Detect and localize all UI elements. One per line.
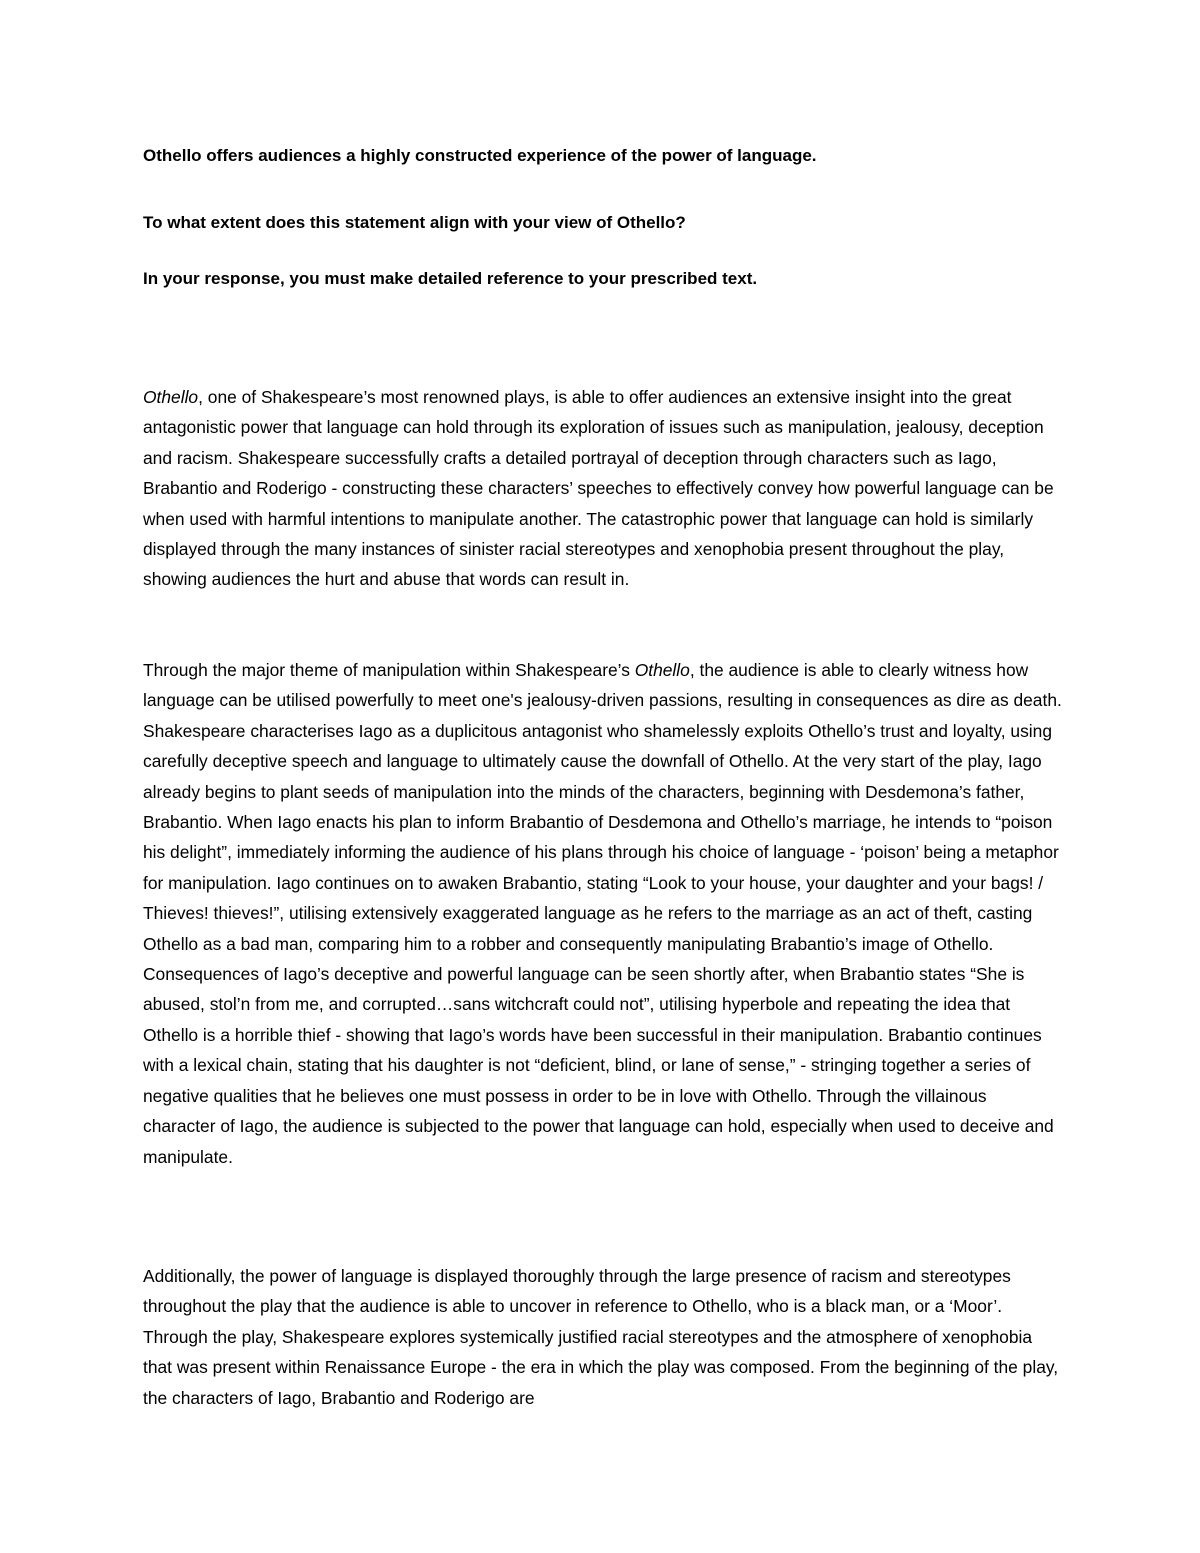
play-title-italic: Othello [143,387,199,407]
essay-paragraph-manipulation [143,655,1063,1172]
essay-paragraph-introduction [143,382,1063,595]
paragraph-text-before: Through the major theme of manipulation within Shakespeare’s [143,660,635,680]
paragraph-text-after: , the audience is able to clearly witness how language can be utilised powerfully to meet one's jealousy-driven passions, resulting in consequences as dire as death. Shakespeare characterises Iago as a duplicitous antagonist who shamelessly exploits Othello’s trust and loyalty, using carefully deceptive speech and language to ultimately cause the downfall of Othello. At the very start of the play, Iago already begins to plant seeds of manipulation into the minds of the characters, beginning with Desdemona’s father, Brabantio. When Iago enacts his plan to inform Brabantio of Desdemona and Othello’s marriage, he intends to “poison his delight”, immediately informing the audience of his plans through his choice of language - ‘poison’ being a metaphor for manipulation. Iago continues on to awaken Brabantio, stating “Look to your house, your daughter and your bags! / Thieves! thieves!”, utilising extensively exaggerated language as he refers to the marriage as an act of theft, casting Othello as a bad man, comparing him to a robber and consequently manipulating Brabantio’s image of Othello. Consequences of Iago’s deceptive and powerful language can be seen shortly after, when Brabantio states “She is abused, stol’n from me, and corrupted…sans witchcraft could not”, utilising hyperbole and repeating the idea that Othello is a horrible thief - showing that Iago’s words have been successful in their manipulation. Brabantio continues with a lexical chain, stating that his daughter is not “deficient, blind, or lane of sense,” - stringing together a series of negative qualities that he believes one must possess in order to be in love with Othello. Through the villainous character of Iago, the audience is subjected to the power that language can hold, especially when used to deceive and manipulate. [143,660,1062,1167]
paragraph-text: , one of Shakespeare’s most renowned plays, is able to offer audiences an extensive insight into the great antagonistic power that language can hold through its exploration of issues such as manipulation, jealousy, deception and racism. Shakespeare successfully crafts a detailed portrayal of deception through characters such as Iago, Brabantio and Roderigo - constructing these characters’ speeches to effectively convey how powerful language can be when used with harmful intentions to manipulate another. The catastrophic power that language can hold is similarly displayed through the many instances of sinister racial stereotypes and xenophobia present throughout the play, showing audiences the hurt and abuse that words can result in. [143,387,1054,590]
essay-paragraph-racism [143,1261,1063,1413]
prompt-instruction: In your response, you must make detailed reference to your prescribed text. [143,269,758,288]
prompt-question: To what extent does this statement align with your view of Othello? [143,213,686,232]
paragraph-text: Additionally, the power of language is displayed thoroughly through the large presence of racism and stereotypes throughout the play that the audience is able to uncover in reference to Othello, who is a black man, or a ‘Moor’. Through the play, Shakespeare explores systemically justified racial stereotypes and the atmosphere of xenophobia that was present within Renaissance Europe - the era in which the play was composed. From the beginning of the play, the characters of Iago, Brabantio and Roderigo are [143,1266,1059,1408]
prompt-statement: Othello offers audiences a highly constructed experience of the power of language. [143,146,817,165]
play-title-italic: Othello [634,660,690,680]
